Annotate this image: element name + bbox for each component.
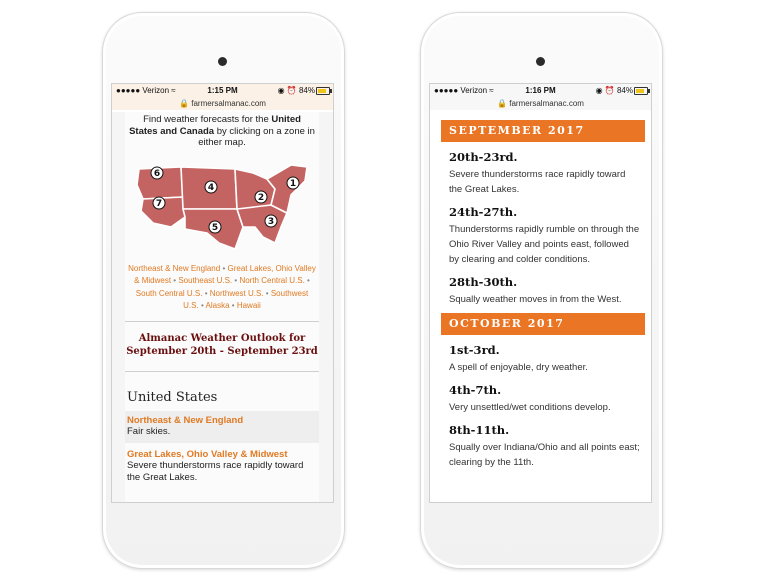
forecast-text: Thunderstorms rapidly rumble on through the Ohio River Valley and points east, followed by clearing and colder conditions. [449, 224, 640, 265]
carrier-label: ●●●●● Verizon ≈ [434, 86, 494, 95]
month-header: SEPTEMBER 2017 [441, 120, 645, 142]
screen-right [429, 83, 652, 503]
url-bar[interactable]: 🔒 farmersalmanac.com [179, 99, 266, 108]
map-label-1: 1 [289, 178, 297, 189]
region-heading: United States [127, 389, 218, 405]
phone-right [420, 12, 663, 569]
forecast-entry [449, 275, 641, 307]
browser-topbar [112, 84, 333, 110]
battery-icon [634, 87, 648, 95]
forecast-date: 1st-3rd. [449, 343, 500, 357]
month-header: OCTOBER 2017 [441, 313, 645, 335]
forecast-date: 20th-23rd. [449, 150, 518, 164]
phone-left [102, 12, 345, 569]
page-content [430, 112, 651, 502]
region-forecast: Fair skies. [127, 425, 171, 437]
camera [218, 57, 227, 66]
forecast-entry [449, 383, 641, 415]
map-zone-great-lakes[interactable] [235, 169, 275, 209]
zone-link-northeast[interactable]: Northeast & New England [128, 263, 221, 273]
clock: 1:15 PM [207, 86, 238, 95]
region-title[interactable]: Great Lakes, Ohio Valley & Midwest [127, 448, 288, 460]
divider [125, 321, 319, 322]
zone-link-southwest[interactable]: Southwest U.S. [183, 288, 309, 310]
screen-left [111, 83, 334, 503]
region-item [125, 449, 319, 484]
forecast-date: 24th-27th. [449, 205, 518, 219]
status-bar [430, 84, 651, 98]
outlook-title: Almanac Weather Outlook for September 20th - September 23rd [126, 332, 318, 357]
forecast-entry [449, 343, 641, 375]
region-item [125, 411, 319, 443]
zone-link-north-central[interactable]: North Central U.S. [239, 276, 305, 285]
map-label-6: 6 [153, 168, 161, 179]
map-zone-southeast[interactable] [237, 205, 287, 243]
status-bar [112, 84, 333, 98]
forecast-date: 8th-11th. [449, 423, 510, 437]
zone-link-alaska[interactable]: Alaska [205, 301, 230, 310]
camera [536, 57, 545, 66]
forecast-date: 28th-30th. [449, 275, 518, 289]
status-icons: ◉ ⏰ 84% [595, 86, 633, 95]
zone-link-great-lakes[interactable]: Great Lakes, Ohio Valley & Midwest [134, 263, 316, 285]
status-icons: ◉ ⏰ 84% [277, 86, 315, 95]
region-title[interactable]: Northeast & New England [127, 414, 244, 426]
forecast-text: Severe thunderstorms race rapidly toward the Great Lakes. [449, 169, 626, 195]
map-label-2: 2 [257, 192, 265, 203]
map-label-5: 5 [211, 222, 219, 233]
region-forecast: Severe thunderstorms race rapidly toward the Great Lakes. [127, 459, 304, 483]
carrier-label: ●●●●● Verizon ≈ [116, 86, 176, 95]
map-label-7: 7 [155, 198, 163, 209]
forecast-entry [449, 150, 641, 197]
forecast-text: Very unsettled/wet conditions develop. [449, 402, 611, 413]
forecast-text: Squally weather moves in from the West. [449, 294, 622, 305]
content-column [125, 112, 319, 502]
page-content [112, 112, 333, 502]
forecast-text: Squally over Indiana/Ohio and all points east; clearing by the 11th. [449, 442, 640, 468]
url-bar[interactable]: 🔒 farmersalmanac.com [497, 99, 584, 108]
battery-icon [316, 87, 330, 95]
forecast-entry [449, 205, 641, 267]
zone-link-northwest[interactable]: Northwest U.S. [209, 288, 264, 298]
zone-link-southeast[interactable]: Southeast U.S. [178, 276, 233, 285]
zone-links: Northeast & New England • Great Lakes, Ohio Valley & Midwest • Southeast U.S. • North Central U.S. • South Central U.S. • Northwest U.S. • Southwest U.S. • Alaska • Hawaii [128, 263, 316, 310]
intro-text: Find weather forecasts for the United States and Canada by clicking on a zone in either map. [129, 114, 315, 148]
forecast-text: A spell of enjoyable, dry weather. [449, 362, 588, 373]
forecast-date: 4th-7th. [449, 383, 502, 397]
browser-topbar [430, 84, 651, 110]
zone-link-hawaii[interactable]: Hawaii [236, 301, 261, 310]
forecast-entry [449, 423, 641, 470]
zone-link-south-central[interactable]: South Central U.S. [135, 288, 203, 298]
divider [125, 371, 319, 372]
us-zone-map[interactable] [131, 157, 313, 257]
map-label-3: 3 [267, 216, 275, 227]
clock: 1:16 PM [525, 86, 556, 95]
map-label-4: 4 [207, 182, 215, 193]
